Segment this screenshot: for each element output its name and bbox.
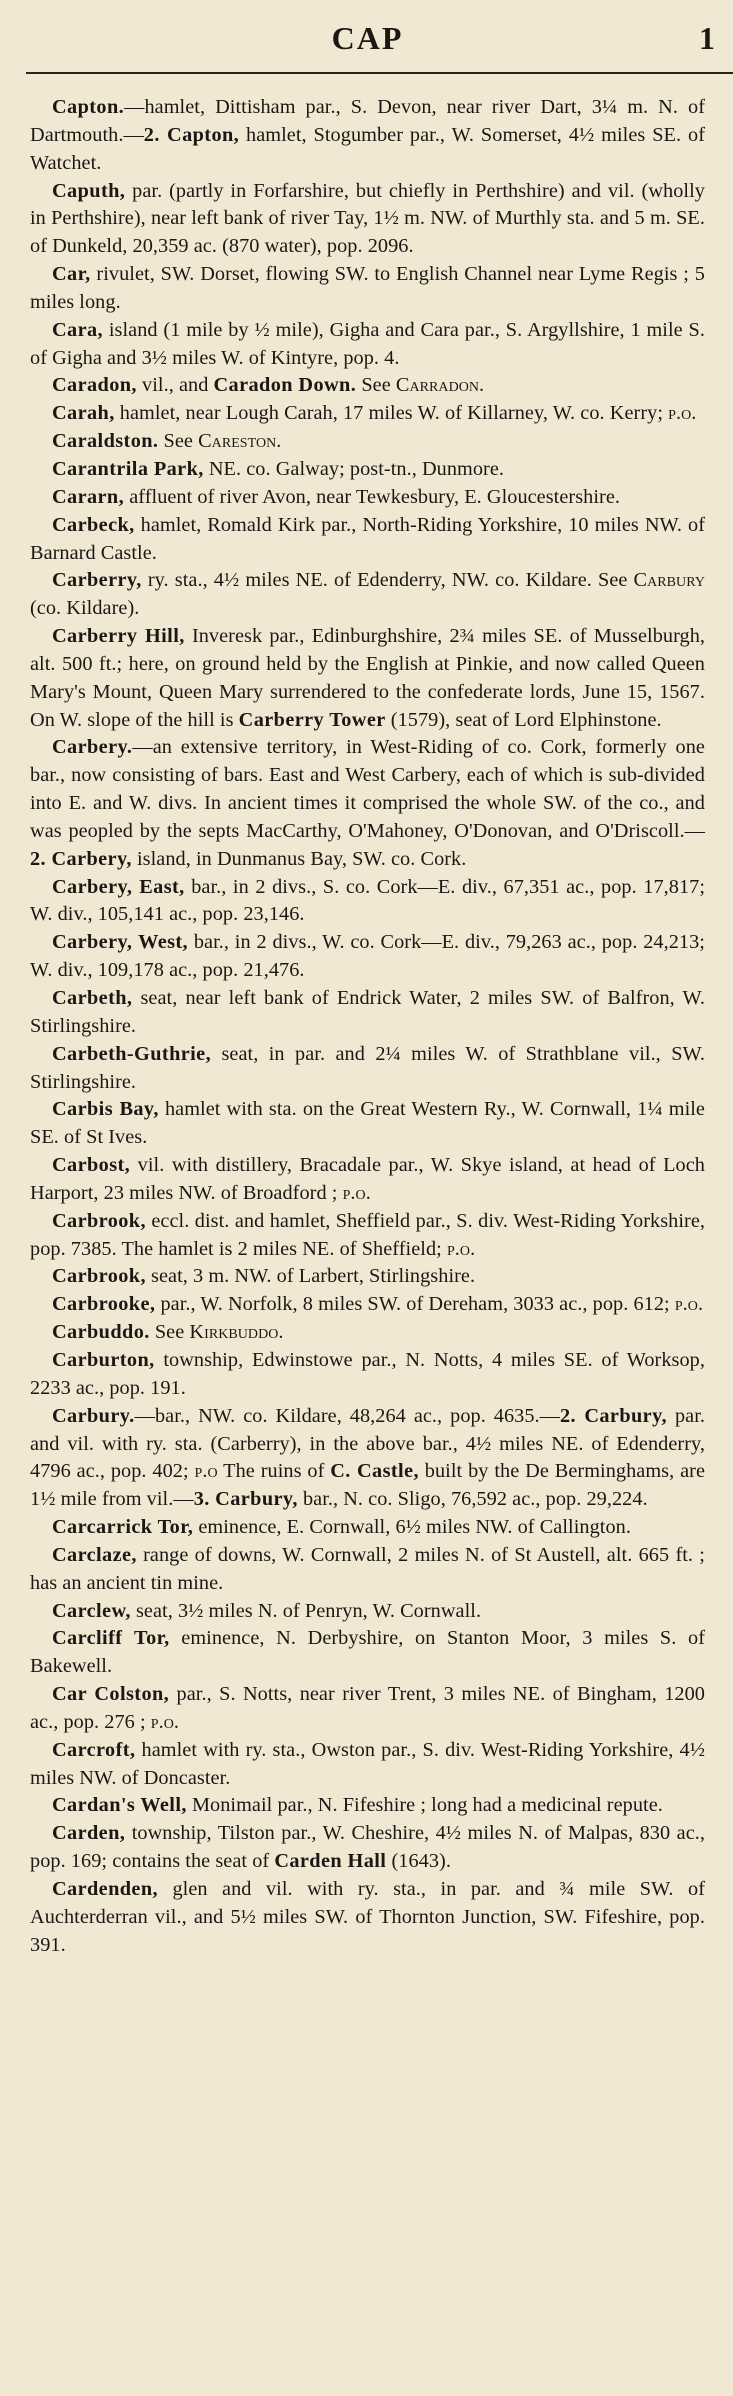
entry-headword: Car, <box>52 263 91 286</box>
entry-headword: Cara, <box>52 318 103 341</box>
entry-text: seat, 3½ miles N. of Penryn, W. Cornwall. <box>130 1599 482 1622</box>
gazetteer-entry <box>30 1096 705 1152</box>
entry-text: Monimail par., N. Fifeshire ; long had a medicinal repute. <box>186 1794 663 1817</box>
entry-headword: Caraldston. <box>52 430 159 453</box>
entry-text: NE. co. Galway; post-tn., Dunmore. <box>203 457 505 480</box>
entry-cross-reference: p.o. <box>668 402 697 425</box>
entry-text: eminence, N. Derbyshire, on Stanton Moor, 3 miles S. of Bakewell. <box>30 1627 705 1678</box>
gazetteer-entry <box>30 1876 705 1960</box>
entry-text: par., S. Notts, near river Trent, 3 miles NE. of Bingham, 1200 ac., pop. 276 ; <box>30 1683 705 1733</box>
gazetteer-entry <box>30 1319 705 1347</box>
entry-headword: Carclew, <box>52 1599 131 1622</box>
entry-headword: Carah, <box>52 402 115 425</box>
gazetteer-entry <box>30 985 705 1041</box>
entry-text: (co. Kildare). <box>30 597 140 620</box>
entry-headword: Cararn, <box>52 485 125 508</box>
entry-text: built by the De Berminghams, are 1½ mile from vil.— <box>30 1460 705 1511</box>
entry-text: par. (partly in Forfarshire, but chiefly in Perthshire) and vil. (wholly in Perthshire), near left bank of river Tay, 1½ m. NW. of Murthly sta. and 5 m. SE. of Dunkeld, 20,359 ac. (870 water), pop. 2096. <box>30 179 705 258</box>
gazetteer-entry <box>30 1542 705 1598</box>
gazetteer-entry <box>30 428 705 456</box>
entry-cross-reference: p.o <box>194 1460 218 1483</box>
entry-headword: Carberry Hill, <box>52 625 185 648</box>
entry-text: seat, 3 m. NW. of Larbert, Stirlingshire. <box>145 1265 476 1288</box>
gazetteer-entry <box>30 1514 705 1542</box>
running-head-word: CAP <box>331 20 404 56</box>
running-head <box>30 0 715 86</box>
entry-text: vil., and <box>136 374 214 397</box>
gazetteer-entry <box>30 1152 705 1208</box>
entry-headword: Carantrila Park, <box>52 457 204 480</box>
entry-cross-reference: Careston. <box>198 430 282 453</box>
gazetteer-entry <box>30 317 705 373</box>
entry-text: glen and vil. with ry. sta., in par. and ¾ mile SW. of Auchterderran vil., and 5½ miles SW. of Thornton Junction, SW. Fifeshire, pop. 391. <box>30 1878 705 1956</box>
entry-text: township, Tilston par., W. Cheshire, 4½ miles N. of Malpas, 830 ac., pop. 169; contains the seat of <box>30 1822 705 1873</box>
entry-headword: Carden Hall <box>274 1850 387 1873</box>
gazetteer-entry <box>30 94 705 178</box>
entry-headword: Carbury. <box>52 1404 135 1427</box>
gazetteer-entry <box>30 1291 705 1319</box>
entry-text: —hamlet, Dittisham par., S. Devon, near river Dart, 3¼ m. N. of Dartmouth.— <box>30 96 705 146</box>
entry-text: The ruins of <box>217 1460 331 1483</box>
entry-headword: 2. Capton, <box>143 123 240 146</box>
entry-text: eccl. dist. and hamlet, Sheffield par., S. div. West-Riding Yorkshire, pop. 7385. The hamlet is 2 miles NE. of Sheffield; <box>30 1209 705 1260</box>
gazetteer-entry <box>30 929 705 985</box>
entry-text: See <box>356 374 396 397</box>
entry-headword: 2. Carbery, <box>30 847 132 870</box>
entry-text: island (1 mile by ½ mile), Gigha and Cara par., S. Argyllshire, 1 mile S. of Gigha and 3½ miles W. of Kintyre, pop. 4. <box>30 318 705 369</box>
entry-text: affluent of river Avon, near Tewkesbury, E. Gloucestershire. <box>124 485 621 508</box>
entry-cross-reference: p.o. <box>342 1181 371 1204</box>
entry-text: bar., N. co. Sligo, 76,592 ac., pop. 29,224. <box>297 1488 648 1511</box>
entry-text: eminence, E. Cornwall, 6½ miles NW. of Callington. <box>193 1516 631 1539</box>
entry-headword: Carbrooke, <box>52 1293 156 1316</box>
entry-text: See <box>149 1321 190 1344</box>
gazetteer-entry <box>30 400 705 428</box>
gazetteer-entry <box>30 1403 705 1514</box>
gazetteer-entry <box>30 1625 705 1681</box>
entry-headword: Car Colston, <box>52 1683 170 1706</box>
entry-headword: Carbeth, <box>52 987 133 1009</box>
entry-headword: Carcliff Tor, <box>52 1627 170 1650</box>
entry-cross-reference: p.o. <box>674 1293 704 1316</box>
gazetteer-entry <box>30 1792 705 1820</box>
gazetteer-entry <box>30 1681 705 1737</box>
gazetteer-entry <box>30 1208 705 1264</box>
entry-headword: Carbeth-Guthrie, <box>52 1042 212 1065</box>
entry-headword: Carberry Tower <box>238 708 386 731</box>
entry-text: —bar., NW. co. Kildare, 48,264 ac., pop. 4635.— <box>134 1404 561 1427</box>
entry-text: par. and vil. with ry. sta. (Carberry), in the above bar., 4½ miles NE. of Edenderry, 4796 ac., pop. 402; <box>30 1404 705 1483</box>
entry-headword: 3. Carbury, <box>193 1488 298 1511</box>
entry-headword: Caputh, <box>52 179 126 202</box>
entry-cross-reference: Carradon. <box>395 374 485 397</box>
entry-text: rivulet, SW. Dorset, flowing SW. to English Channel near Lyme Regis ; 5 miles long. <box>30 263 705 313</box>
entry-headword: Carbeck, <box>52 513 135 536</box>
gazetteer-entry <box>30 261 705 317</box>
entry-text: bar., in 2 divs., S. co. Cork—E. div., 67,351 ac., pop. 17,817; W. div., 105,141 ac., pop. 23,146. <box>30 875 706 926</box>
entry-headword: Capton. <box>52 96 125 118</box>
gazetteer-entry <box>30 1041 705 1097</box>
entry-headword: 2. Carbury, <box>560 1404 667 1427</box>
gazetteer-entry <box>30 372 705 400</box>
entry-text: island, in Dunmanus Bay, SW. co. Cork. <box>131 847 467 870</box>
gazetteer-entry <box>30 1820 705 1876</box>
entry-headword: Carbery. <box>52 736 133 759</box>
entry-headword: Carberry, <box>52 569 142 592</box>
gazetteer-entry <box>30 1347 705 1403</box>
gazetteer-entry <box>30 178 705 262</box>
gazetteer-entry <box>30 512 705 568</box>
entry-headword: Caradon, <box>52 374 137 397</box>
entry-text: Inveresk par., Edinburghshire, 2¾ miles SE. of Musselburgh, alt. 500 ft.; here, on ground held by the English at Pinkie, and now called Queen Mary's Mount, Queen Mary surrendered to the confederate lords, June 15, 1567. On W. slope of the hill is <box>30 625 706 731</box>
entry-text: See <box>158 430 199 453</box>
header-rule <box>26 72 733 74</box>
entry-headword: Cardenden, <box>52 1878 158 1900</box>
entry-text: vil. with distillery, Bracadale par., W. Skye island, at head of Loch Harport, 23 miles NW. of Broadford ; <box>30 1154 705 1204</box>
entry-headword: Caradon Down. <box>213 374 357 397</box>
entry-cross-reference: p.o. <box>446 1237 476 1260</box>
entry-text: —an extensive territory, in West-Riding of co. Cork, formerly one bar., now consisting of bars. East and West Carbery, each of which is sub-divided into E. and W. divs. In ancient times it comprised the whole SW. of the co., and was peopled by the septs MacCarthy, O'Mahoney, O'Donovan, and O'Driscoll.— <box>30 736 705 842</box>
gazetteer-entry <box>30 1263 705 1291</box>
page-number: 1 <box>699 20 715 56</box>
gazetteer-entry <box>30 567 705 623</box>
entry-text: (1643). <box>386 1850 451 1873</box>
entry-headword: Carden, <box>52 1822 126 1845</box>
gazetteer-entry <box>30 623 705 734</box>
entry-headword: Carburton, <box>52 1348 155 1371</box>
entry-headword: Carbost, <box>52 1154 131 1177</box>
entry-text: township, Edwinstowe par., N. Notts, 4 miles SE. of Worksop, 2233 ac., pop. 191. <box>30 1348 705 1399</box>
entry-headword: C. Castle, <box>330 1460 419 1483</box>
gazetteer-entry <box>30 734 705 873</box>
gazetteer-entry <box>30 484 705 512</box>
entry-headword: Carbrook, <box>52 1265 146 1288</box>
entry-cross-reference: Kirkbuddo. <box>189 1321 284 1344</box>
entry-headword: Carbery, West, <box>52 931 189 954</box>
entry-headword: Cardan's Well, <box>52 1794 187 1817</box>
gazetteer-entry <box>30 874 705 930</box>
entry-headword: Carbery, East, <box>52 875 185 898</box>
entry-text: seat, near left bank of Endrick Water, 2 miles SW. of Balfron, W. Stirlingshire. <box>30 987 705 1037</box>
gazetteer-entry <box>30 1737 705 1793</box>
entry-headword: Carcroft, <box>52 1738 136 1761</box>
entry-text: hamlet, Stogumber par., W. Somerset, 4½ miles SE. of Watchet. <box>30 123 705 174</box>
entry-text: (1579), seat of Lord Elphinstone. <box>385 708 662 731</box>
entry-headword: Carcarrick Tor, <box>52 1516 194 1539</box>
entry-text: seat, in par. and 2¼ miles W. of Strathblane vil., SW. Stirlingshire. <box>30 1042 705 1093</box>
entry-cross-reference: Carbury <box>633 569 705 592</box>
entry-text: hamlet, Romald Kirk par., North-Riding Yorkshire, 10 miles NW. of Barnard Castle. <box>30 513 705 564</box>
entry-headword: Carbis Bay, <box>52 1098 159 1121</box>
entry-headword: Carbuddo. <box>52 1321 150 1344</box>
gazetteer-entry <box>30 456 705 484</box>
entry-headword: Carbrook, <box>52 1209 146 1232</box>
entry-cross-reference: p.o. <box>150 1710 180 1733</box>
entry-text: ry. sta., 4½ miles NE. of Edenderry, NW. co. Kildare. See <box>141 569 634 592</box>
gazetteer-entry <box>30 1598 705 1626</box>
entry-text: par., W. Norfolk, 8 miles SW. of Dereham, 3033 ac., pop. 612; <box>155 1293 675 1316</box>
entry-text: hamlet, near Lough Carah, 17 miles W. of Killarney, W. co. Kerry; <box>114 402 669 425</box>
entry-text: bar., in 2 divs., W. co. Cork—E. div., 79,263 ac., pop. 24,213; W. div., 109,178 ac., pop. 21,476. <box>30 931 705 982</box>
entry-text: hamlet with sta. on the Great Western Ry., W. Cornwall, 1¼ mile SE. of St Ives. <box>30 1098 705 1149</box>
entry-headword: Carclaze, <box>52 1543 137 1566</box>
entry-list <box>30 94 705 1960</box>
entry-text: range of downs, W. Cornwall, 2 miles N. of St Austell, alt. 665 ft. ; has an ancient tin mine. <box>30 1543 705 1594</box>
entry-text: hamlet with ry. sta., Owston par., S. div. West-Riding Yorkshire, 4½ miles NW. of Doncaster. <box>30 1738 705 1789</box>
